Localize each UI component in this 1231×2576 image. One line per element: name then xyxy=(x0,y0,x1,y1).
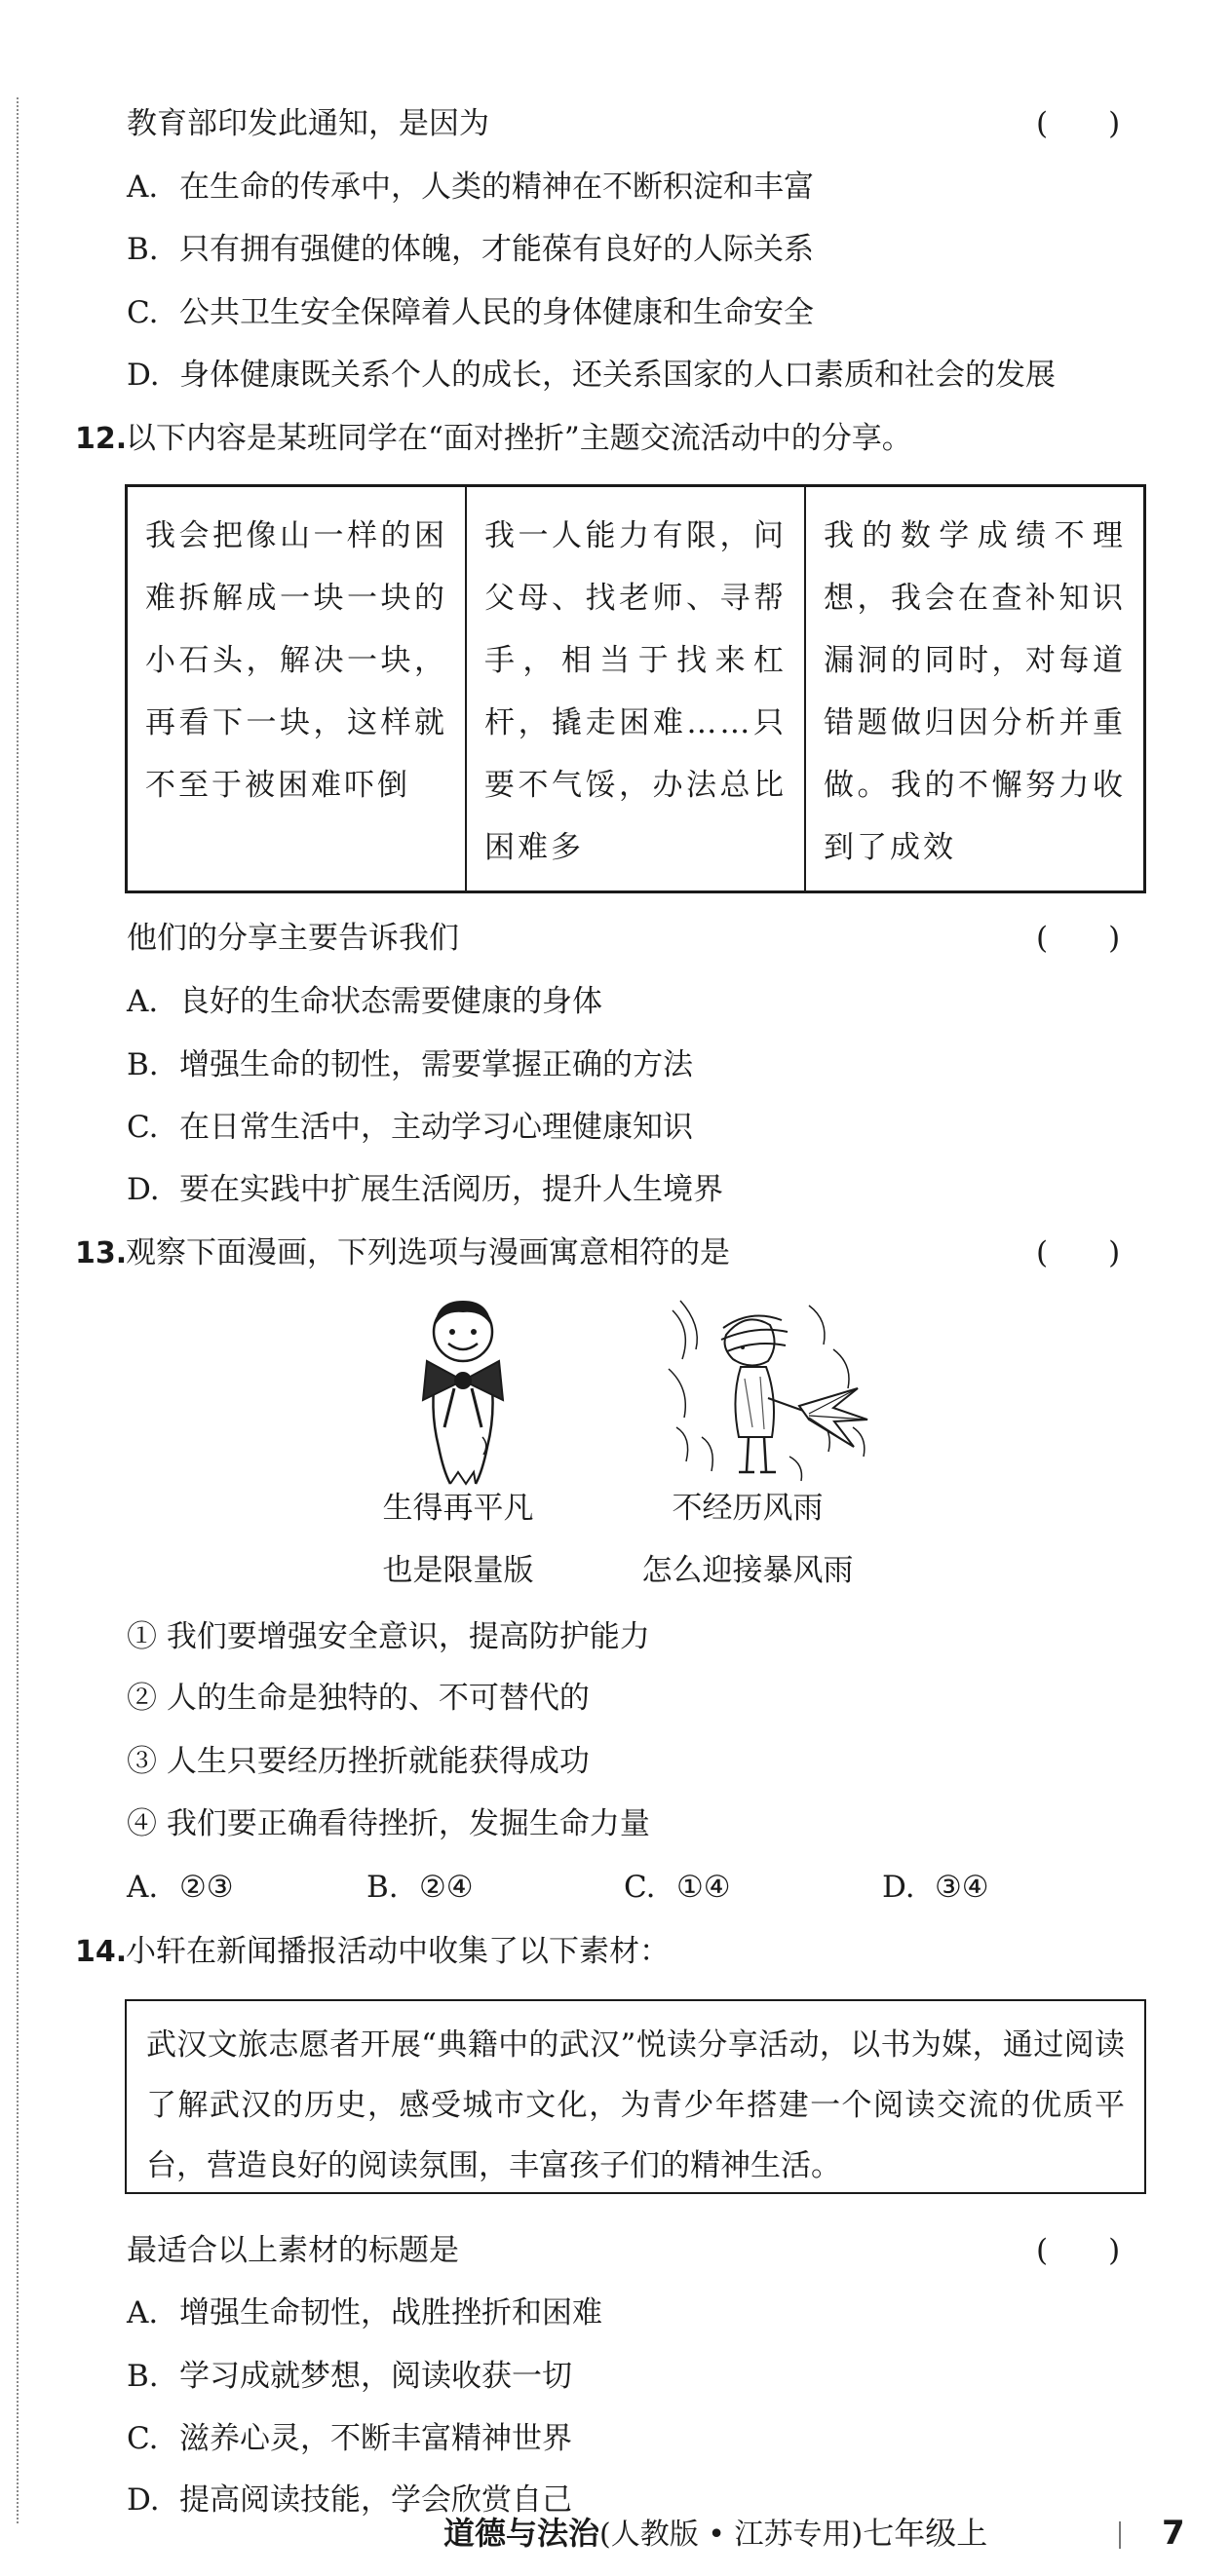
q13-option-a xyxy=(127,1868,234,1907)
q14-option-b xyxy=(127,2357,572,2396)
page-footer xyxy=(443,2509,987,2557)
option-text: 在生命的传承中，人类的精神在不断积淀和丰富 xyxy=(179,170,814,205)
option-letter: D. xyxy=(127,2482,160,2518)
q12-answer-paren[interactable]: ( ) xyxy=(1036,921,1121,956)
q12-option-c xyxy=(127,1108,693,1147)
option-letter: C. xyxy=(127,295,159,330)
q12-table-cell-1: 我会把像山一样的困难拆解成一块一块的小石头，解决一块，再看下一块，这样就不至于被困难吓倒 xyxy=(145,518,447,803)
option-text: ②④ xyxy=(419,1870,474,1905)
q14-stem-line xyxy=(75,1932,670,1972)
option-text: ③④ xyxy=(935,1870,989,1905)
q13-number: 13. xyxy=(75,1236,128,1270)
q12-table-cell-3: 我的数学成绩不理想，我会在查补知识漏洞的同时，对每道错题做归因分析并重做。我的不懈努力收到了成效 xyxy=(804,487,1143,890)
q12-stem: 以下内容是某班同学在“面对挫折”主题交流活动中的分享。 xyxy=(126,421,912,456)
footer-grade: 七年级上 xyxy=(863,2515,988,2552)
option-letter: C. xyxy=(127,1110,159,1145)
q12-option-a xyxy=(127,982,602,1021)
q13-statement-1: ① 我们要增强安全意识，提高防护能力 xyxy=(127,1619,650,1654)
q12-sharing-table xyxy=(125,484,1146,893)
cartoon-2-caption-line2: 怎么迎接暴风雨 xyxy=(641,1553,854,1588)
q11-answer-paren[interactable]: ( ) xyxy=(1036,106,1121,141)
option-text: ①④ xyxy=(676,1870,731,1905)
option-letter: C. xyxy=(127,2421,159,2456)
q11-stem: 教育部印发此通知，是因为 xyxy=(127,106,489,141)
cartoon-storm-figure xyxy=(663,1291,877,1486)
footer-divider xyxy=(1119,2521,1121,2549)
option-text: 只有拥有强健的体魄，才能葆有良好的人际关系 xyxy=(179,232,814,267)
q14-material-box: 武汉文旅志愿者开展“典籍中的武汉”悦读分享活动，以书为媒，通过阅读了解武汉的历史，感受城市文化，为青少年搭建一个阅读交流的优质平台，营造良好的阅读氛围，丰富孩子们的精神生活。 xyxy=(125,1999,1146,2194)
q11-option-d xyxy=(127,356,1056,395)
option-text: ②③ xyxy=(179,1870,234,1905)
q13-statement-3: ③ 人生只要经历挫折就能获得成功 xyxy=(127,1744,590,1779)
option-letter: B. xyxy=(127,1047,159,1082)
cartoon-2-caption-line1: 不经历风雨 xyxy=(672,1491,824,1526)
option-letter: A. xyxy=(127,1870,159,1905)
option-text: 滋养心灵，不断丰富精神世界 xyxy=(179,2421,572,2456)
option-text: 学习成就梦想，阅读收获一切 xyxy=(179,2359,572,2394)
q12-stem-line xyxy=(75,419,912,459)
q13-option-d xyxy=(882,1868,989,1907)
q12-table-cell-2: 我一人能力有限，问父母、找老师、寻帮手，相当于找来杠杆，撬走困难……只要不气馁，办法总比困难多 xyxy=(465,487,804,890)
option-letter: A. xyxy=(127,170,159,205)
q12-question: 他们的分享主要告诉我们 xyxy=(127,921,459,956)
q11-option-a xyxy=(127,168,814,207)
option-letter: D. xyxy=(882,1870,915,1905)
q12-option-d xyxy=(127,1170,723,1209)
q12-number: 12. xyxy=(75,422,128,456)
option-text: 增强生命韧性，战胜挫折和困难 xyxy=(179,2295,602,2330)
option-letter: D. xyxy=(127,358,160,393)
option-letter: B. xyxy=(366,1870,399,1905)
q14-option-c xyxy=(127,2419,572,2458)
cartoon-1-caption-line1: 生得再平凡 xyxy=(382,1491,534,1526)
option-letter: B. xyxy=(127,2359,159,2394)
q13-statement-2: ② 人的生命是独特的、不可替代的 xyxy=(127,1681,590,1716)
q12-option-b xyxy=(127,1045,693,1084)
q13-option-b xyxy=(366,1868,474,1907)
q13-answer-paren[interactable]: ( ) xyxy=(1036,1235,1121,1270)
option-letter: B. xyxy=(127,232,159,267)
option-text: 公共卫生安全保障着人民的身体健康和生命安全 xyxy=(179,295,814,330)
q13-stem-line xyxy=(75,1233,730,1273)
q14-answer-paren[interactable]: ( ) xyxy=(1036,2233,1121,2268)
option-letter: C. xyxy=(624,1870,656,1905)
footer-edition: (人教版 • 江苏专用) xyxy=(599,2518,864,2552)
q13-statement-4: ④ 我们要正确看待挫折，发掘生命力量 xyxy=(127,1806,650,1841)
option-letter: D. xyxy=(127,1172,160,1207)
q11-option-c xyxy=(127,293,814,332)
q14-question: 最适合以上素材的标题是 xyxy=(127,2233,459,2268)
binding-dotted-line xyxy=(17,97,19,2523)
option-text: 要在实践中扩展生活阅历，提升人生境界 xyxy=(179,1172,723,1207)
option-text: 身体健康既关系个人的成长，还关系国家的人口素质和社会的发展 xyxy=(179,358,1056,393)
option-text: 在日常生活中，主动学习心理健康知识 xyxy=(179,1110,693,1145)
option-text: 良好的生命状态需要健康的身体 xyxy=(179,984,602,1019)
q14-option-a xyxy=(127,2293,602,2332)
footer-subject: 道德与法治 xyxy=(443,2515,600,2552)
q13-option-c xyxy=(624,1868,731,1907)
q14-number: 14. xyxy=(75,1935,128,1969)
option-letter: A. xyxy=(127,2295,159,2330)
cartoon-limited-edition-figure xyxy=(390,1291,536,1486)
option-text: 提高阅读技能，学会欣赏自己 xyxy=(179,2482,572,2518)
page-number: 7 xyxy=(1162,2514,1185,2553)
cartoon-1-caption-line2: 也是限量版 xyxy=(382,1553,534,1588)
q14-stem: 小轩在新闻播报活动中收集了以下素材： xyxy=(126,1934,670,1969)
option-letter: A. xyxy=(127,984,159,1019)
q13-stem: 观察下面漫画，下列选项与漫画寓意相符的是 xyxy=(126,1235,730,1270)
q11-option-b xyxy=(127,230,814,269)
option-text: 增强生命的韧性，需要掌握正确的方法 xyxy=(179,1047,693,1082)
